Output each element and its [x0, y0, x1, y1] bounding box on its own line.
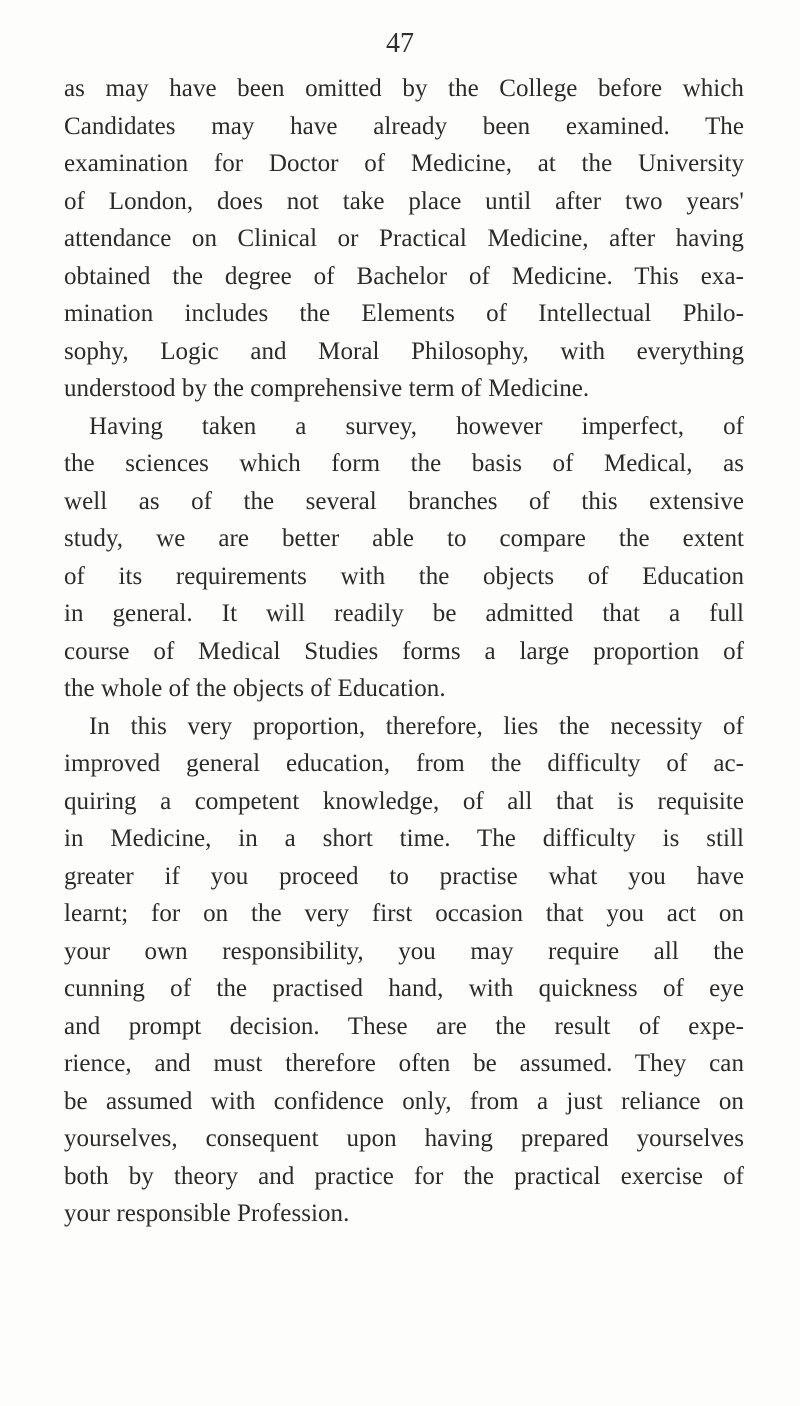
text-line: your responsible Profession. [64, 1200, 350, 1227]
text-line: your own responsibility, you may require all the [64, 937, 744, 965]
text-line: sophy, Logic and Moral Philosophy, with everything [64, 337, 744, 365]
text-line: be assumed with confidence only, from a just reliance on [64, 1087, 744, 1115]
text-line: Having taken a survey, however imperfect, of [89, 412, 744, 440]
text-line: study, we are better able to compare the extent [64, 525, 744, 552]
page-number: 47 [386, 28, 414, 59]
text-line: obtained the degree of Bachelor of Medicine. This exa- [64, 262, 744, 290]
text-line: course of Medical Studies forms a large proportion of [64, 637, 744, 665]
text-line: attendance on Clinical or Practical Medicine, after having [64, 225, 744, 252]
text-line: quiring a competent knowledge, of all that is requisite [64, 787, 744, 815]
text-line: in Medicine, in a short time. The difficulty is still [64, 825, 744, 852]
text-line: greater if you proceed to practise what you have [64, 862, 744, 890]
text-line: and prompt decision. These are the result of expe- [64, 1012, 744, 1040]
text-line: both by theory and practice for the practical exercise of [64, 1162, 744, 1190]
body-text [64, 70, 744, 1233]
text-line: improved general education, from the difficulty of ac- [64, 750, 744, 777]
text-line: of London, does not take place until after two years' [64, 187, 744, 215]
text-line: of its requirements with the objects of Education [64, 562, 744, 590]
text-line: rience, and must therefore often be assumed. They can [64, 1050, 744, 1077]
text-line: the whole of the objects of Education. [64, 675, 446, 702]
text-line: cunning of the practised hand, with quickness of eye [64, 975, 744, 1002]
text-line: understood by the comprehensive term of Medicine. [64, 375, 590, 402]
text-line: learnt; for on the very first occasion that you act on [64, 900, 744, 927]
text-line: examination for Doctor of Medicine, at the University [64, 150, 744, 177]
text-line: mination includes the Elements of Intellectual Philo- [64, 300, 744, 327]
text-line: as may have been omitted by the College before which [64, 75, 744, 102]
text-line: Candidates may have already been examined. The [64, 112, 744, 140]
text-line: in general. It will readily be admitted that a full [64, 600, 744, 627]
text-line: the sciences which form the basis of Medical, as [64, 450, 744, 477]
text-line: well as of the several branches of this extensive [64, 487, 744, 515]
text-line: In this very proportion, therefore, lies the necessity of [89, 712, 744, 740]
text-line: yourselves, consequent upon having prepared yourselves [64, 1125, 744, 1152]
